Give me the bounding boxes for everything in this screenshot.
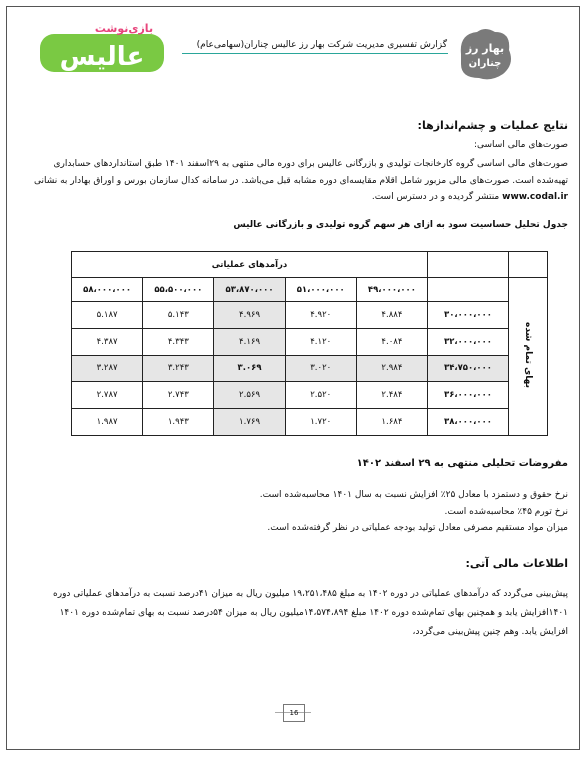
future-info-paragraph: پیش‌بینی می‌گردد که درآمدهای عملیاتی در دوره ۱۴۰۲ به مبلغ ۱۹،۲۵۱،۴۸۵ میلیون ریال به میزان ۴۱درصد نسبت به درآمدهای عملیاتی دوره ۱۴۰۱افزایش یابد و همچنین بهای تمام‌شده دوره ۱۴۰۲ مبلغ ۱۴،۵۷۴،۸۹۴میلیون ریال به میزان ۵۴درصد نسبت به بهای تمام‌شده دوره ۱۴۰۱ افزایش یابد. وهم چنین پیش‌بینی می‌گردد، [53,589,568,637]
row-header: ۳۶،۰۰۰،۰۰۰ [428,382,509,409]
table-cell: ۴.۹۶۹ [214,302,285,329]
table-row [72,382,548,409]
table-cell: ۲.۴۸۴ [356,382,427,409]
assumption-item: نرخ تورم ۴۵٪ محاسبه‌شده است. [444,506,568,517]
table-cell: ۳.۲۸۷ [72,355,143,382]
page-number: 16 [283,704,305,722]
col-header: ۵۱،۰۰۰،۰۰۰ [285,278,356,302]
revenue-header: درآمدهای عملیاتی [72,252,428,278]
table-cell: ۱.۹۸۷ [72,409,143,436]
svg-text:چناران: چناران [468,58,502,69]
table-cell: ۳.۰۶۹ [214,355,285,382]
table-cell: ۳.۲۴۳ [143,355,214,382]
assumption-item: میزان مواد مستقیم مصرفی معادل تولید بودجه عملیاتی در نظر گرفته‌شده است. [267,523,568,533]
report-header-title: گزارش تفسیری مدیریت شرکت بهار رز عالیس چناران(سهامی‌عام) [196,40,447,50]
financial-statements-paragraph: صورت‌های مالی اساسی گروه کارخانجات تولیدی و بازرگانی عالیس برای دوره مالی منتهی به ۲۹اسفند ۱۴۰۱ طبق استانداردهای حسابداری تهیه‌شده است. صورت‌های مالی مزبور شامل اقلام مقایسه‌ای دوره مشابه قبل می‌باشد. در سامانه کدال سازمان بورس و اوراق بهادار به نشانی www.codal.ir منتشر گردیده و در دسترس است. [33,159,568,202]
header-divider [182,53,448,54]
row-header: ۳۲،۰۰۰،۰۰۰ [428,328,509,355]
col-header: ۵۸،۰۰۰،۰۰۰ [72,278,143,302]
cost-header-cell [509,278,548,436]
table-cell: ۴.۱۶۹ [214,328,285,355]
assumption-item: نرخ حقوق و دستمزد با معادل ۲۵٪ افزایش نسبت به سال ۱۴۰۱ محاسبه‌شده است. [259,490,568,500]
col-header: ۵۵،۵۰۰،۰۰۰ [143,278,214,302]
assumptions-list [260,487,568,537]
table-row [72,302,548,329]
table-cell: ۴.۱۲۰ [285,328,356,355]
table-cell: ۴.۸۸۴ [356,302,427,329]
table-cell: ۱.۷۲۰ [285,409,356,436]
table-cell: ۵.۱۸۷ [72,302,143,329]
row-header: ۳۸،۰۰۰،۰۰۰ [428,409,509,436]
table-cell: ۲.۷۴۳ [143,382,214,409]
table-cell: ۱.۶۸۴ [356,409,427,436]
codal-link[interactable]: www.codal.ir [502,192,568,202]
col-header: ۵۳،۸۷۰،۰۰۰ [214,278,285,302]
future-info-heading: اطلاعات مالی آتی: [465,557,568,570]
table-cell: ۵.۱۴۳ [143,302,214,329]
svg-text:بازی‌نوشت: بازی‌نوشت [94,22,154,35]
table-row-highlighted [72,355,548,382]
svg-text:بهار رز: بهار رز [465,42,505,55]
table-cell: ۴.۳۴۳ [143,328,214,355]
table-cell: ۴.۰۸۴ [356,328,427,355]
table-row [72,328,548,355]
sensitivity-table [71,251,548,436]
table-cell: ۲.۷۸۷ [72,382,143,409]
table-row [72,409,548,436]
company-logo [455,24,515,84]
financial-statements-subheading: صورت‌های مالی اساسی: [473,140,568,150]
table-cell: ۴.۳۸۷ [72,328,143,355]
table-caption: جدول تحلیل حساسیت سود به ازای هر سهم گروه تولیدی و بازرگانی عالیس [233,220,568,230]
table-cell: ۲.۵۲۰ [285,382,356,409]
row-header: ۳۰،۰۰۰،۰۰۰ [428,302,509,329]
table-cell: ۱.۷۶۹ [214,409,285,436]
brand-logo [32,18,170,76]
assumptions-heading: مفروضات تحلیلی منتهی به ۲۹ اسفند ۱۴۰۲ [356,458,568,469]
table-cell: ۴.۹۲۰ [285,302,356,329]
table-cell: ۲.۹۸۴ [356,355,427,382]
row-header: ۳۴،۷۵۰،۰۰۰ [428,355,509,382]
svg-text:عالیس: عالیس [59,42,145,72]
table-cell: ۱.۹۴۳ [143,409,214,436]
cost-header: بهای تمام شده [523,322,533,388]
table-cell: ۳.۰۲۰ [285,355,356,382]
col-header: ۴۹،۰۰۰،۰۰۰ [356,278,427,302]
table-cell: ۲.۵۶۹ [214,382,285,409]
results-heading: نتایج عملیات و چشم‌اندازها: [417,119,568,132]
